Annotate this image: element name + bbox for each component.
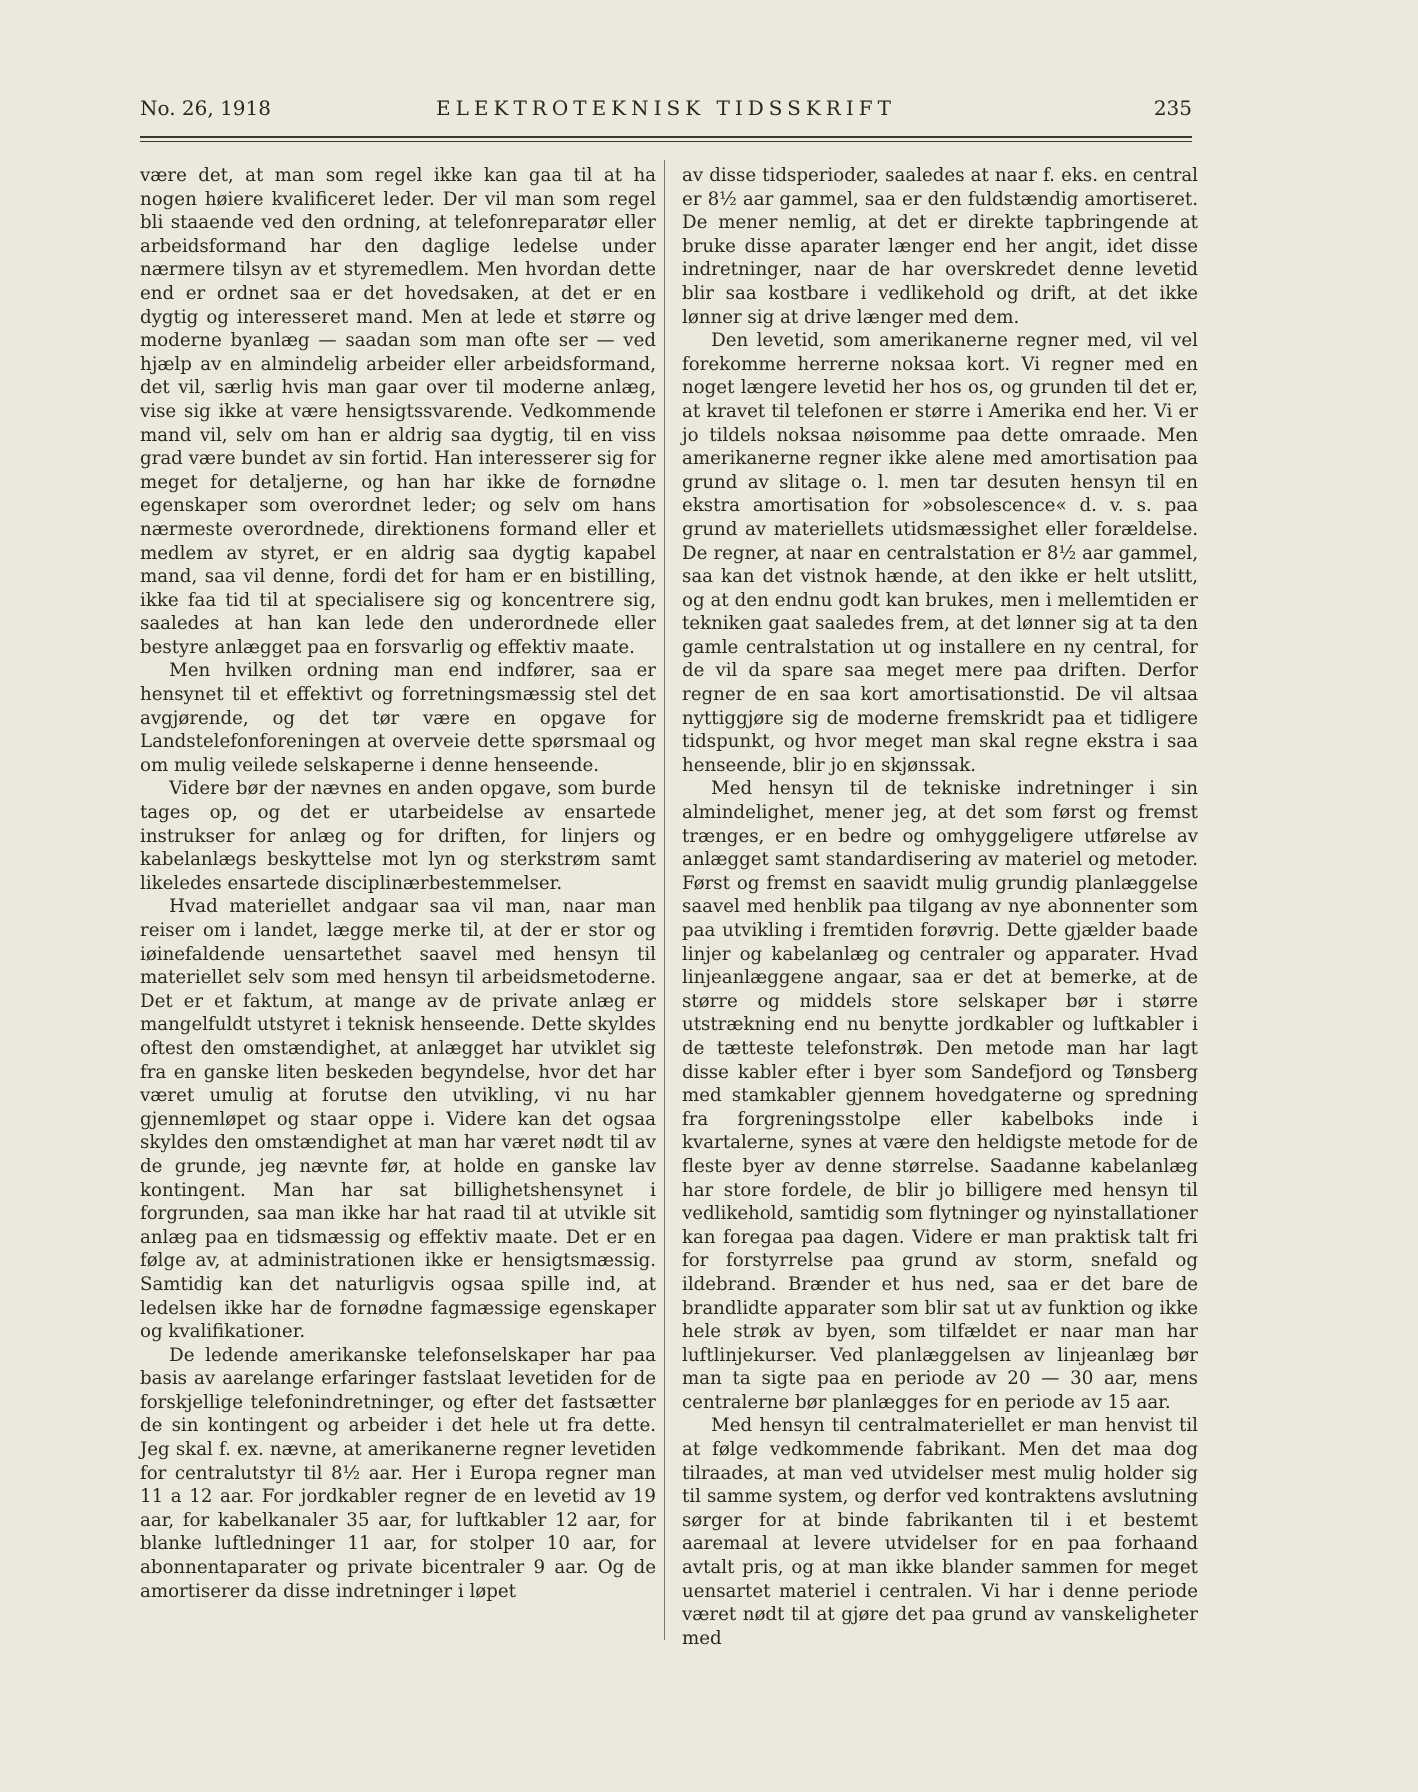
header-rule-thick <box>140 136 1192 138</box>
paragraph: Videre bør der nævnes en anden opgave, som burde tages op, og det er utarbeidelse av ensartede instrukser for anlæg og for driften, for linjers og kabelanlægs beskyttelse mot lyn og sterkstrøm samt likeledes ensartede disciplinærbestemmelser. <box>140 778 656 894</box>
paragraph: Hvad materiellet andgaar saa vil man, naar man reiser om i landet, lægge merke til, at der er stor og iøinefaldende uensartethet saavel med hensyn til materiellet selv som med hensyn til arbeidsmetoderne. Det er et faktum, at mange av de private anlæg er mangelfuldt utstyret i teknisk henseende. Dette skyldes oftest den omstændighet, at anlægget har utviklet sig fra en ganske liten beskeden begyndelse, hvor det har været umulig at forutse den utvikling, vi nu har gjennemløpet og staar oppe i. Videre kan det ogsaa skyldes den omstændighet at man har været nødt til av de grunde, jeg nævnte før, at holde en ganske lav kontingent. Man har sat billighetshensynet i forgrunden, saa man ikke har hat raad til at utvikle sit anlæg paa en tidsmæssig og effektiv maate. Det er en følge av, at administrationen ikke er hensigtsmæssig. Samtidig kan det naturligvis ogsaa spille ind, at ledelsen ikke har de fornødne fagmæssige egenskaper og kvalifikationer. <box>140 896 656 1343</box>
header-rule-thin <box>140 141 1192 142</box>
left-column <box>140 164 656 1603</box>
running-header <box>140 96 1192 124</box>
paragraph: av disse tidsperioder, saaledes at naar f. eks. en central er 8½ aar gammel, saa er den fuldstændig amortiseret. De mener nemlig, at det er direkte tapbringende at bruke disse aparater længer end her angit, idet disse indretninger, naar de har overskredet denne levetid blir saa kostbare i vedlikehold og drift, at det ikke lønner sig at drive længer med dem. <box>682 165 1198 328</box>
page-number: 235 <box>1153 96 1192 120</box>
right-column <box>682 164 1198 1650</box>
issue-number: No. 26, 1918 <box>140 96 271 120</box>
paragraph: Med hensyn til centralmateriellet er man henvist til at følge vedkommende fabrikant. Men det maa dog tilraades, at man ved utvidelser mest mulig holder sig til samme system, og derfor ved kontraktens avslutning sørger for at binde fabrikanten til i et bestemt aaremaal at levere utvidelser for en paa forhaand avtalt pris, og at man ikke blander sammen for meget uensartet materiel i centralen. Vi har i denne periode været nødt til at gjøre det paa grund av vanskeligheter med <box>682 1415 1198 1649</box>
paragraph: være det, at man som regel ikke kan gaa til at ha nogen høiere kvalificeret leder. Der vil man som regel bli staaende ved den ordning, at telefonreparatør eller arbeidsformand har den daglige ledelse under nærmere tilsyn av et styremedlem. Men hvordan dette end er ordnet saa er det hovedsaken, at det er en dygtig og interesseret mand. Men at lede et større og moderne byanlæg — saadan som man ofte ser — ved hjælp av en almindelig arbeider eller arbeidsformand, det vil, særlig hvis man gaar over til moderne anlæg, vise sig ikke at være hensigtssvarende. Vedkommende mand vil, selv om han er aldrig saa dygtig, til en viss grad være bundet av sin fortid. Han interesserer sig for meget for detaljerne, og han har ikke de fornødne egenskaper som overordnet leder; og selv om hans nærmeste overordnede, direktionens formand eller et medlem av styret, er en aldrig saa dygtig kapabel mand, saa vil denne, fordi det for ham er en bistilling, ikke faa tid til at specialisere sig og koncentrere sig, saaledes at han kan lede den underordnede eller bestyre anlægget paa en forsvarlig og effektiv maate. <box>140 165 656 658</box>
paragraph: Men hvilken ordning man end indfører, saa er hensynet til et effektivt og forretningsmæssig stel det avgjørende, og det tør være en opgave for Landstelefonforeningen at overveie dette spørsmaal og om mulig veilede selskaperne i denne henseende. <box>140 660 656 776</box>
column-divider <box>664 160 665 1640</box>
journal-title: ELEKTROTEKNISK TIDSSKRIFT <box>436 96 896 120</box>
paragraph: Den levetid, som amerikanerne regner med, vil vel forekomme herrerne noksaa kort. Vi regner med en noget længere levetid her hos os, og grunden til det er, at kravet til telefonen er større i Amerika end her. Vi er jo tildels noksaa nøisomme paa dette omraade. Men amerikanerne regner ikke alene med amortisation paa grund av slitage o. l. men tar desuten hensyn til en ekstra amortisation for »obsolescence« d. v. s. paa grund av materiellets utidsmæssighet eller forældelse. De regner, at naar en centralstation er 8½ aar gammel, saa kan det vistnok hænde, at den ikke er helt utslitt, og at den endnu godt kan brukes, men i mellemtiden er tekniken gaat saaledes frem, at det lønner sig at ta den gamle centralstation ut og installere en ny central, for de vil da spare saa meget mere paa driften. Derfor regner de en saa kort amortisationstid. De vil altsaa nyttiggjøre sig de moderne fremskridt paa et tidligere tidspunkt, og hvor meget man skal regne ekstra i saa henseende, blir jo en skjønssak. <box>682 330 1198 776</box>
paragraph: De ledende amerikanske telefonselskaper har paa basis av aarelange erfaringer fastslaat levetiden for de forskjellige telefonindretninger, og efter det fastsætter de sin kontingent og arbeider i det hele ut fra dette. Jeg skal f. ex. nævne, at amerikanerne regner levetiden for centralutstyr til 8½ aar. Her i Europa regner man 11 a 12 aar. For jordkabler regner de en levetid av 19 aar, for kabelkanaler 35 aar, for luftkabler 12 aar, for blanke luftledninger 11 aar, for stolper 10 aar, for abonnentaparater og private bicentraler 9 aar. Og de amortiserer da disse indretninger i løpet <box>140 1344 656 1602</box>
paragraph: Med hensyn til de tekniske indretninger i sin almindelighet, mener jeg, at det som først og fremst trænges, er en bedre og omhyggeligere utførelse av anlægget samt standardisering av materiel og metoder. Først og fremst en saavidt mulig grundig planlæggelse saavel med henblik paa tilgang av nye abonnenter som paa utvikling i fremtiden forøvrig. Dette gjælder baade linjer og kabelanlæg og centraler og apparater. Hvad linjeanlæggene angaar, saa er det at bemerke, at de større og middels store selskaper bør i større utstrækning end nu benytte jordkabler og luftkabler i de tætteste telefonstrøk. Den metode man har lagt disse kabler efter i byer som Sandefjord og Tønsberg med stamkabler gjennem hovedgaterne og spredning fra forgreningsstolpe eller kabelboks inde i kvartalerne, synes at være den heldigste metode for de fleste byer av denne størrelse. Saadanne kabelanlæg har store fordele, de blir jo billigere med hensyn til vedlikehold, samtidig som flytninger og nyinstallationer kan foregaa paa dagen. Videre er man praktisk talt fri for forstyrrelse paa grund av storm, snefald og ildebrand. Brænder et hus ned, saa er det bare de brandlidte apparater som blir sat ut av funktion og ikke hele strøk av byen, som tilfældet er naar man har luftlinjekurser. Ved planlæggelsen av linjeanlæg bør man ta sigte paa en periode av 20 — 30 aar, mens centralerne bør planlægges for en periode av 15 aar. <box>682 778 1198 1413</box>
